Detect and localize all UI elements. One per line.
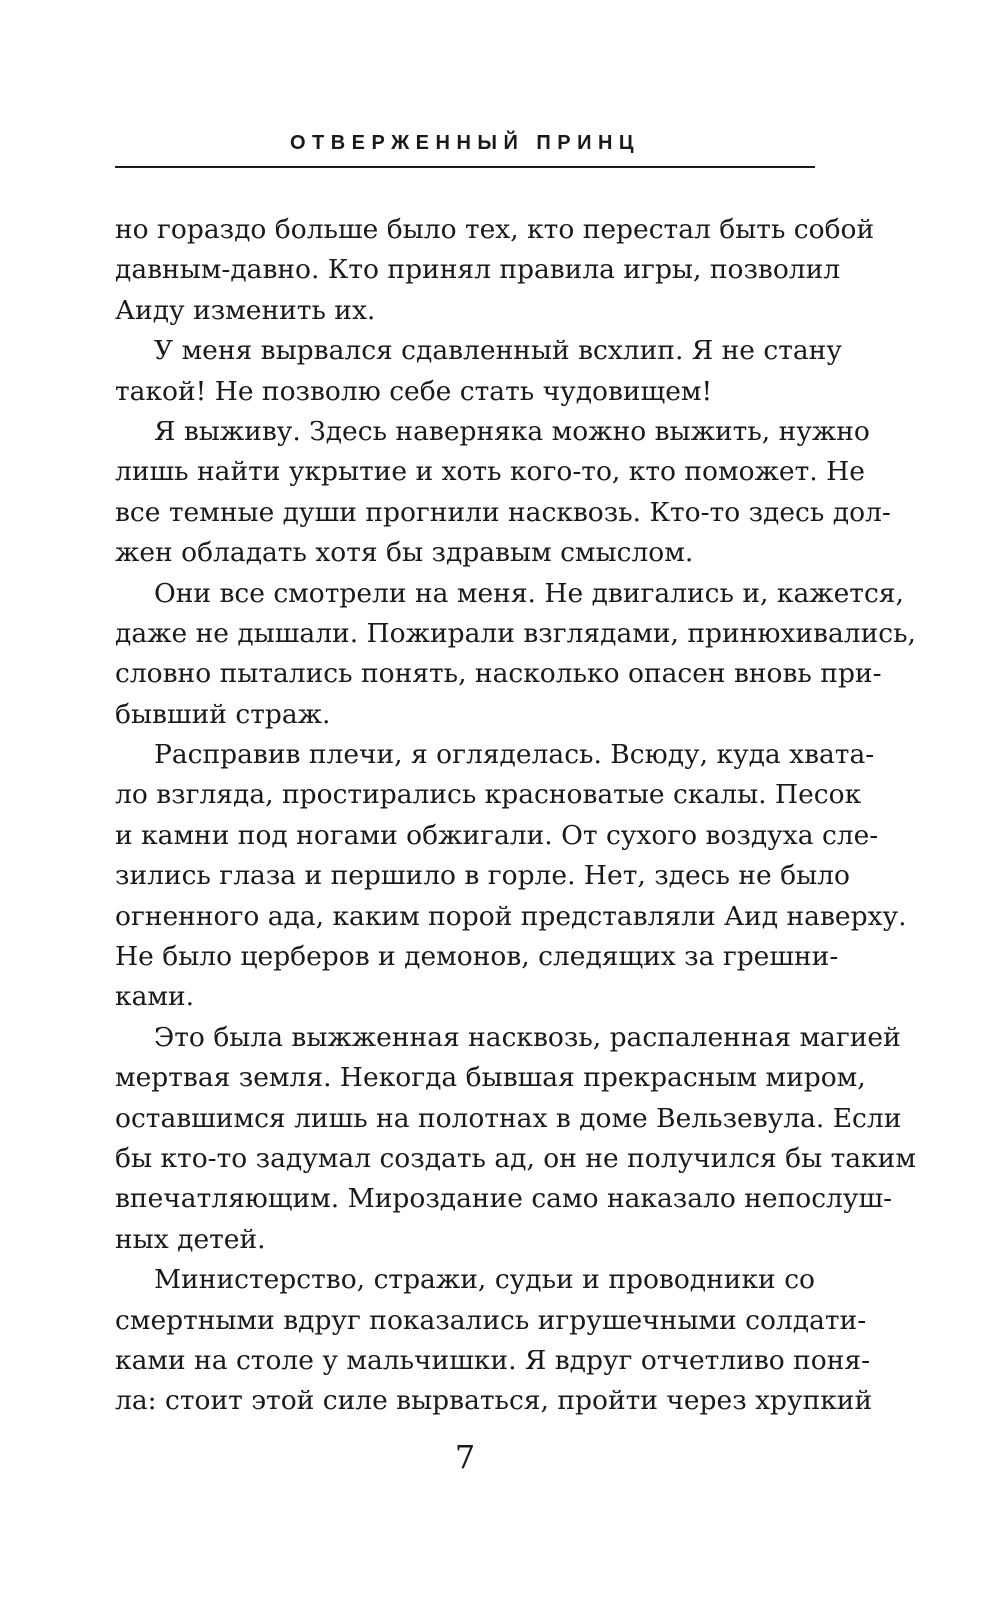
text-line: все темные души прогнили насквозь. Кто-то здесь дол- (115, 496, 891, 528)
text-line: Это была выжженная насквозь, распаленная магией (154, 1021, 901, 1053)
text-line: и камни под ногами обжигали. От сухого воздуха сле- (115, 819, 879, 851)
book-title: ОТВЕРЖЕННЫЙ ПРИНЦ (289, 132, 641, 154)
text-line: впечатляющим. Мироздание само наказало непослуш- (115, 1183, 893, 1215)
text-line: ло взгляда, простирались красноватые скалы. Песок (115, 779, 862, 811)
text-line: оставшимся лишь на полотнах в доме Вельзевула. Если (115, 1102, 902, 1134)
body-text (115, 210, 916, 1422)
text-line: Я выживу. Здесь наверняка можно выжить, нужно (154, 415, 870, 447)
text-line: Министерство, стражи, судьи и проводники со (154, 1264, 815, 1296)
text-line: мертвая земля. Некогда бывшая прекрасным миром, (115, 1062, 866, 1094)
text-line: даже не дышали. Пожирали взглядами, принюхивались, (115, 617, 916, 649)
text-line: бывший страж. (115, 698, 331, 730)
text-line: зились глаза и першило в горле. Нет, здесь не было (115, 860, 850, 892)
text-line: У меня вырвался сдавленный всхлип. Я не стану (154, 335, 842, 367)
text-line: Расправив плечи, я огляделась. Всюду, куда хвата- (154, 739, 875, 771)
running-header (115, 130, 815, 168)
text-line: смертными вдруг показались игрушечными солдати- (115, 1304, 867, 1336)
text-line: огненного ада, каким порой представляли Аид наверху. (115, 900, 907, 932)
text-line: словно пытались понять, насколько опасен вновь при- (115, 658, 882, 690)
text-line: бы кто-то задумал создать ад, он не получился бы таким (115, 1142, 916, 1174)
text-line: ками на столе у мальчишки. Я вдруг отчетливо поня- (115, 1344, 871, 1376)
text-line: Они все смотрели на меня. Не двигались и, кажется, (154, 577, 904, 609)
text-line: такой! Не позволю себе стать чудовищем! (115, 375, 713, 407)
text-line: ла: стоит этой силе вырваться, пройти через хрупкий (115, 1385, 873, 1417)
text-line: Аиду изменить их. (115, 294, 376, 326)
text-line: но гораздо больше было тех, кто перестал быть собой (115, 214, 875, 245)
text-line: ками. (115, 981, 195, 1013)
page-number: 7 (454, 1438, 476, 1476)
text-line: жен обладать хотя бы здравым смыслом. (115, 537, 694, 569)
text-line: Не было церберов и демонов, следящих за грешни- (115, 941, 839, 973)
text-line: ных детей. (115, 1223, 266, 1255)
text-line: давным-давно. Кто принял правила игры, позволил (115, 254, 841, 286)
text-line: лишь найти укрытие и хоть кого-то, кто поможет. Не (115, 456, 865, 488)
